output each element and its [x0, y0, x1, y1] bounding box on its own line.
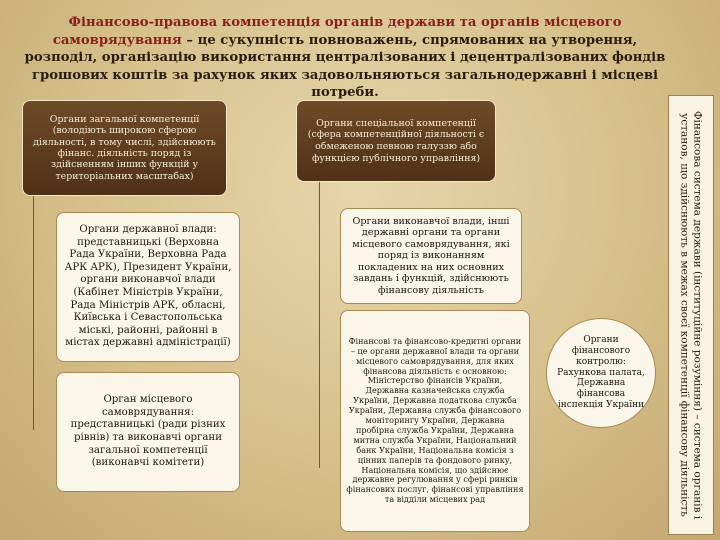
- financial-system-side-text: Фінансова система держави (інституційне розуміння) – система органів і установ, що здійснюють в межах своєї компетенції фінансову діяльність: [679, 110, 704, 520]
- left-connector-line: [33, 190, 34, 430]
- executive-bodies-box: [340, 208, 522, 304]
- financial-control-circle: [546, 318, 656, 428]
- financial-bodies-box: [340, 310, 530, 532]
- special-competence-text: Органи спеціальної компетенції (сфера компетенційної діяльності є обмеженою певною галуззю або функцією публічного управління): [307, 117, 485, 164]
- title-rest: – це сукупність повноважень, спрямованих на утворення, розподіл, організацію використання централізованих і децентралізованих фондів грошових коштів за рахунок яких задовольняються загальнодержавні і місцеві потреби.: [24, 32, 666, 100]
- financial-system-side-band: [668, 95, 714, 535]
- executive-bodies-text: Органи виконавчої влади, інші державні органи та органи місцевого самоврядування, які поряд із виконанням покладених на них основних завдань і функцій, здійснюють фінансову діяльність: [352, 216, 510, 296]
- financial-control-text: Органи фінансового контролю: Рахункова палата, Державна фінансова інспекція України: [557, 335, 645, 410]
- state-authorities-box: [56, 212, 240, 362]
- mid-connector-line: [319, 178, 320, 468]
- title-highlight: Фінансово-правова компетенція органів держави та органів місцевого самоврядування: [52, 15, 622, 48]
- special-competence-box: [296, 100, 496, 182]
- state-authorities-text: Органи державної влади: представницькі (Верховна Рада України, Верховна Рада АРК АРК), Президент України, органи виконавчої влади (Кабінет Міністрів України, Рада Міністрів АРК, обласні, Київська і Севастопольська міські, районні, районні в містах державні адміністрації): [64, 224, 232, 349]
- general-competence-box: [22, 100, 227, 196]
- financial-bodies-text: Фінансові та фінансово-кредитні органи – це органи державної влади та органи місцевого самоврядування, для яких фінансова діяльність є основною: Міністерство фінансів України, Державна казначейська служба України, Державна податкова служба України, Державна служба фінансового моніторингу України, Державна пробірна служба України, Державна митна служба України, Національний банк України, Національна комісія з цінних паперів та фондового ринку, Національна комісія, що здійснює державне регулювання у сфері ринків фінансових послуг, фінансові управління та відділи місцевих рад: [346, 335, 524, 505]
- slide-title: [20, 14, 670, 102]
- general-competence-text: Органи загальної компетенції (володіють широкою сферою діяльності, в тому числі, здійснюють фінанс. діяльність поряд із здійсненням інших функцій у територіальних масштабах): [33, 113, 216, 182]
- local-government-box: [56, 372, 240, 492]
- local-government-text: Орган місцевого самоврядування: представницькі (ради різних рівнів) та виконавчі органи загальної компетенції (виконавчі комітети): [70, 394, 226, 469]
